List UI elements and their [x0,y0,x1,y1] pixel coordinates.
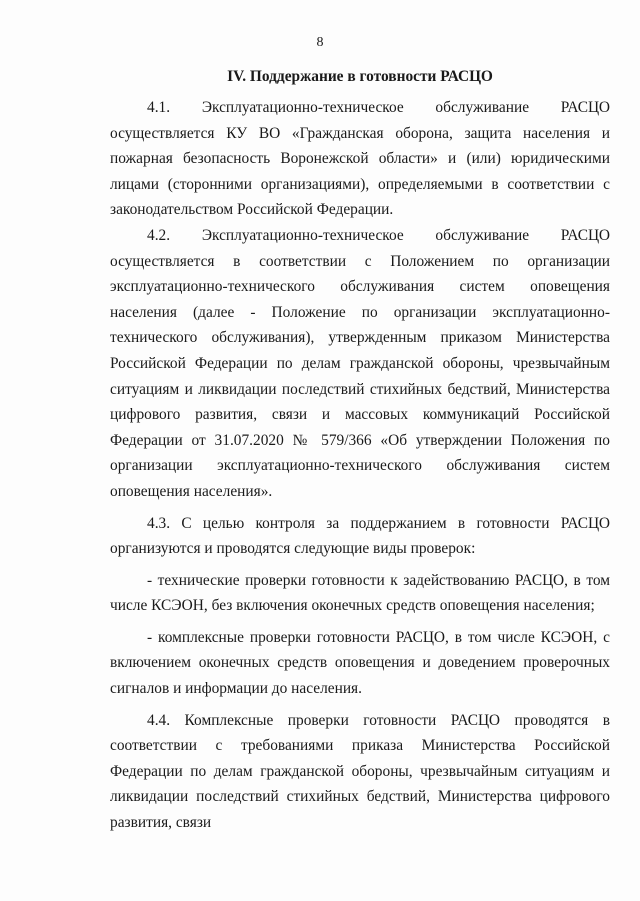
page-number: 8 [316,35,324,50]
list-item-technical-checks: - технические проверки готовности к задействованию РАСЦО, в том числе КСЭОН, без включения оконечных средств оповещения населения; [110,571,610,615]
paragraph-4-3: 4.3. С целью контроля за поддержанием в готовности РАСЦО организуются и проводятся следующие виды проверок: [110,514,610,558]
list-item-complex-checks: - комплексные проверки готовности РАСЦО, в том числе КСЭОН, с включением оконечных средств оповещения и доведением проверочных сигналов и информации до населения. [110,628,610,698]
paragraph-4-4: 4.4. Комплексные проверки готовности РАСЦО проводятся в соответствии с требованиями приказа Министерства Российской Федерации по делам гражданской обороны, чрезвычайным ситуациям и ликвидации последствий стихийных бедствий, Министерства цифрового развития, связи [110,711,610,832]
paragraph-4-2: 4.2. Эксплуатационно-техническое обслуживание РАСЦО осуществляется в соответствии с Положением по организации эксплуатационно-технического обслуживания систем оповещения населения (далее - Положение по организации эксплуатационно-технического обслуживания), утвержденным приказом Министерства Российской Федерации по делам гражданской обороны, чрезвычайным ситуациям и ликвидации последствий стихийных бедствий, Министерства цифрового развития, связи и массовых коммуникаций Российской Федерации от 31.07.2020 № 579/366 «Об утверждении Положения по организации эксплуатационно-технического обслуживания систем оповещения населения». [110,226,610,500]
section-heading: IV. Поддержание в готовности РАСЦО [227,68,493,85]
paragraph-4-1: 4.1. Эксплуатационно-техническое обслуживание РАСЦО осуществляется КУ ВО «Гражданская оборона, защита населения и пожарная безопасность Воронежской области» и (или) юридическими лицами (сторонними организациями), определяемыми в соответствии с законодательством Российской Федерации. [110,99,610,219]
document-body [110,95,610,836]
